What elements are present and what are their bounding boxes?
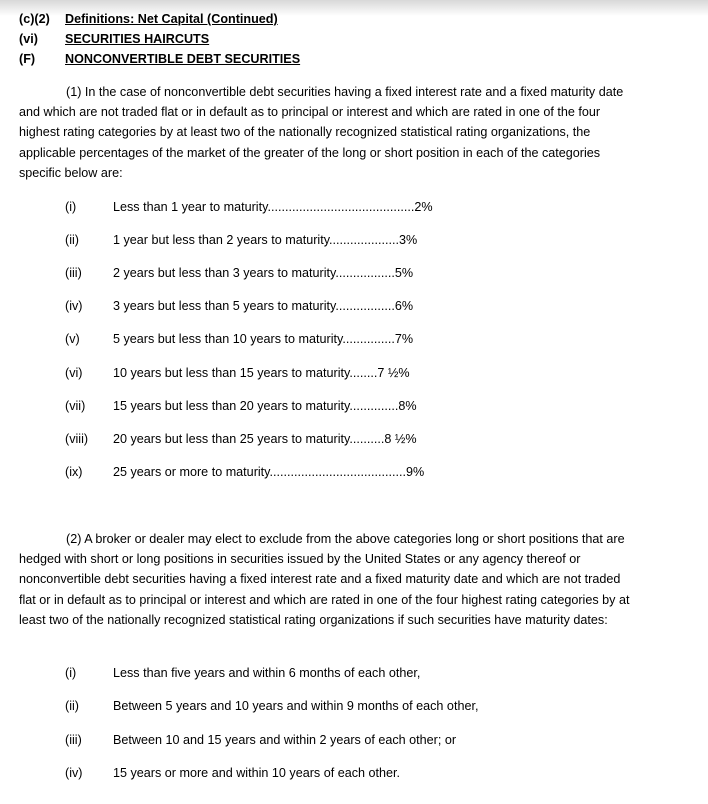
item-number: (viii) bbox=[65, 432, 89, 446]
item-text: 3 years but less than 5 years to maturity.................6% bbox=[113, 299, 414, 313]
item-number: (iii) bbox=[65, 266, 82, 280]
item-number: (ii) bbox=[65, 699, 79, 713]
item-text: 1 year but less than 2 years to maturity....................3% bbox=[113, 233, 418, 247]
item-text: 15 years but less than 20 years to maturity..............8% bbox=[113, 399, 417, 413]
header-code: (vi) bbox=[19, 32, 38, 46]
item-text: 15 years or more and within 10 years of each other. bbox=[113, 766, 401, 780]
item-number: (v) bbox=[65, 332, 80, 346]
item-text: Between 5 years and 10 years and within 9 months of each other, bbox=[113, 699, 479, 713]
item-text: Less than five years and within 6 months of each other, bbox=[113, 666, 421, 680]
item-number: (vii) bbox=[65, 399, 86, 413]
header-code: (c)(2) bbox=[19, 12, 50, 26]
item-number: (iv) bbox=[65, 766, 83, 780]
item-text: Between 10 and 15 years and within 2 years of each other; or bbox=[113, 733, 457, 747]
header-code: (F) bbox=[19, 52, 36, 66]
item-text: 5 years but less than 10 years to maturity...............7% bbox=[113, 332, 414, 346]
item-number: (iii) bbox=[65, 733, 82, 747]
item-number: (i) bbox=[65, 200, 77, 214]
header-title: NONCONVERTIBLE DEBT SECURITIES bbox=[65, 52, 301, 66]
section2-paragraph: (2) A broker or dealer may elect to exclude from the above categories long or short positions that are hedged with short or long positions in securities issued by the United States or any agency thereof or nonconvertible debt securities having a fixed interest rate and a fixed maturity date and which are not traded flat or in default as to principal or interest and which are rated in one of the four highest rating categories by at least two of the nationally recognized statistical rating organizations if such securities have maturity dates: bbox=[19, 532, 630, 627]
header-title: SECURITIES HAIRCUTS bbox=[65, 32, 210, 46]
item-text: 20 years but less than 25 years to maturity..........8 ½% bbox=[113, 432, 417, 446]
item-number: (iv) bbox=[65, 299, 83, 313]
item-number: (ix) bbox=[65, 465, 83, 479]
section1-paragraph: (1) In the case of nonconvertible debt securities having a fixed interest rate and a fixed maturity date and which are not traded flat or in default as to principal or interest and which are rated in one of the four highest rating categories by at least two of the nationally recognized statistical rating organizations, the applicable percentages of the market of the greater of the long or short position in each of the categories specific below are: bbox=[19, 85, 624, 180]
item-number: (i) bbox=[65, 666, 77, 680]
item-text: 10 years but less than 15 years to maturity........7 ½% bbox=[113, 366, 410, 380]
item-text: 25 years or more to maturity.......................................9% bbox=[113, 465, 425, 479]
item-text: Less than 1 year to maturity..........................................2% bbox=[113, 200, 433, 214]
item-number: (ii) bbox=[65, 233, 79, 247]
item-number: (vi) bbox=[65, 366, 83, 380]
item-text: 2 years but less than 3 years to maturity.................5% bbox=[113, 266, 414, 280]
header-title: Definitions: Net Capital (Continued) bbox=[65, 12, 278, 26]
